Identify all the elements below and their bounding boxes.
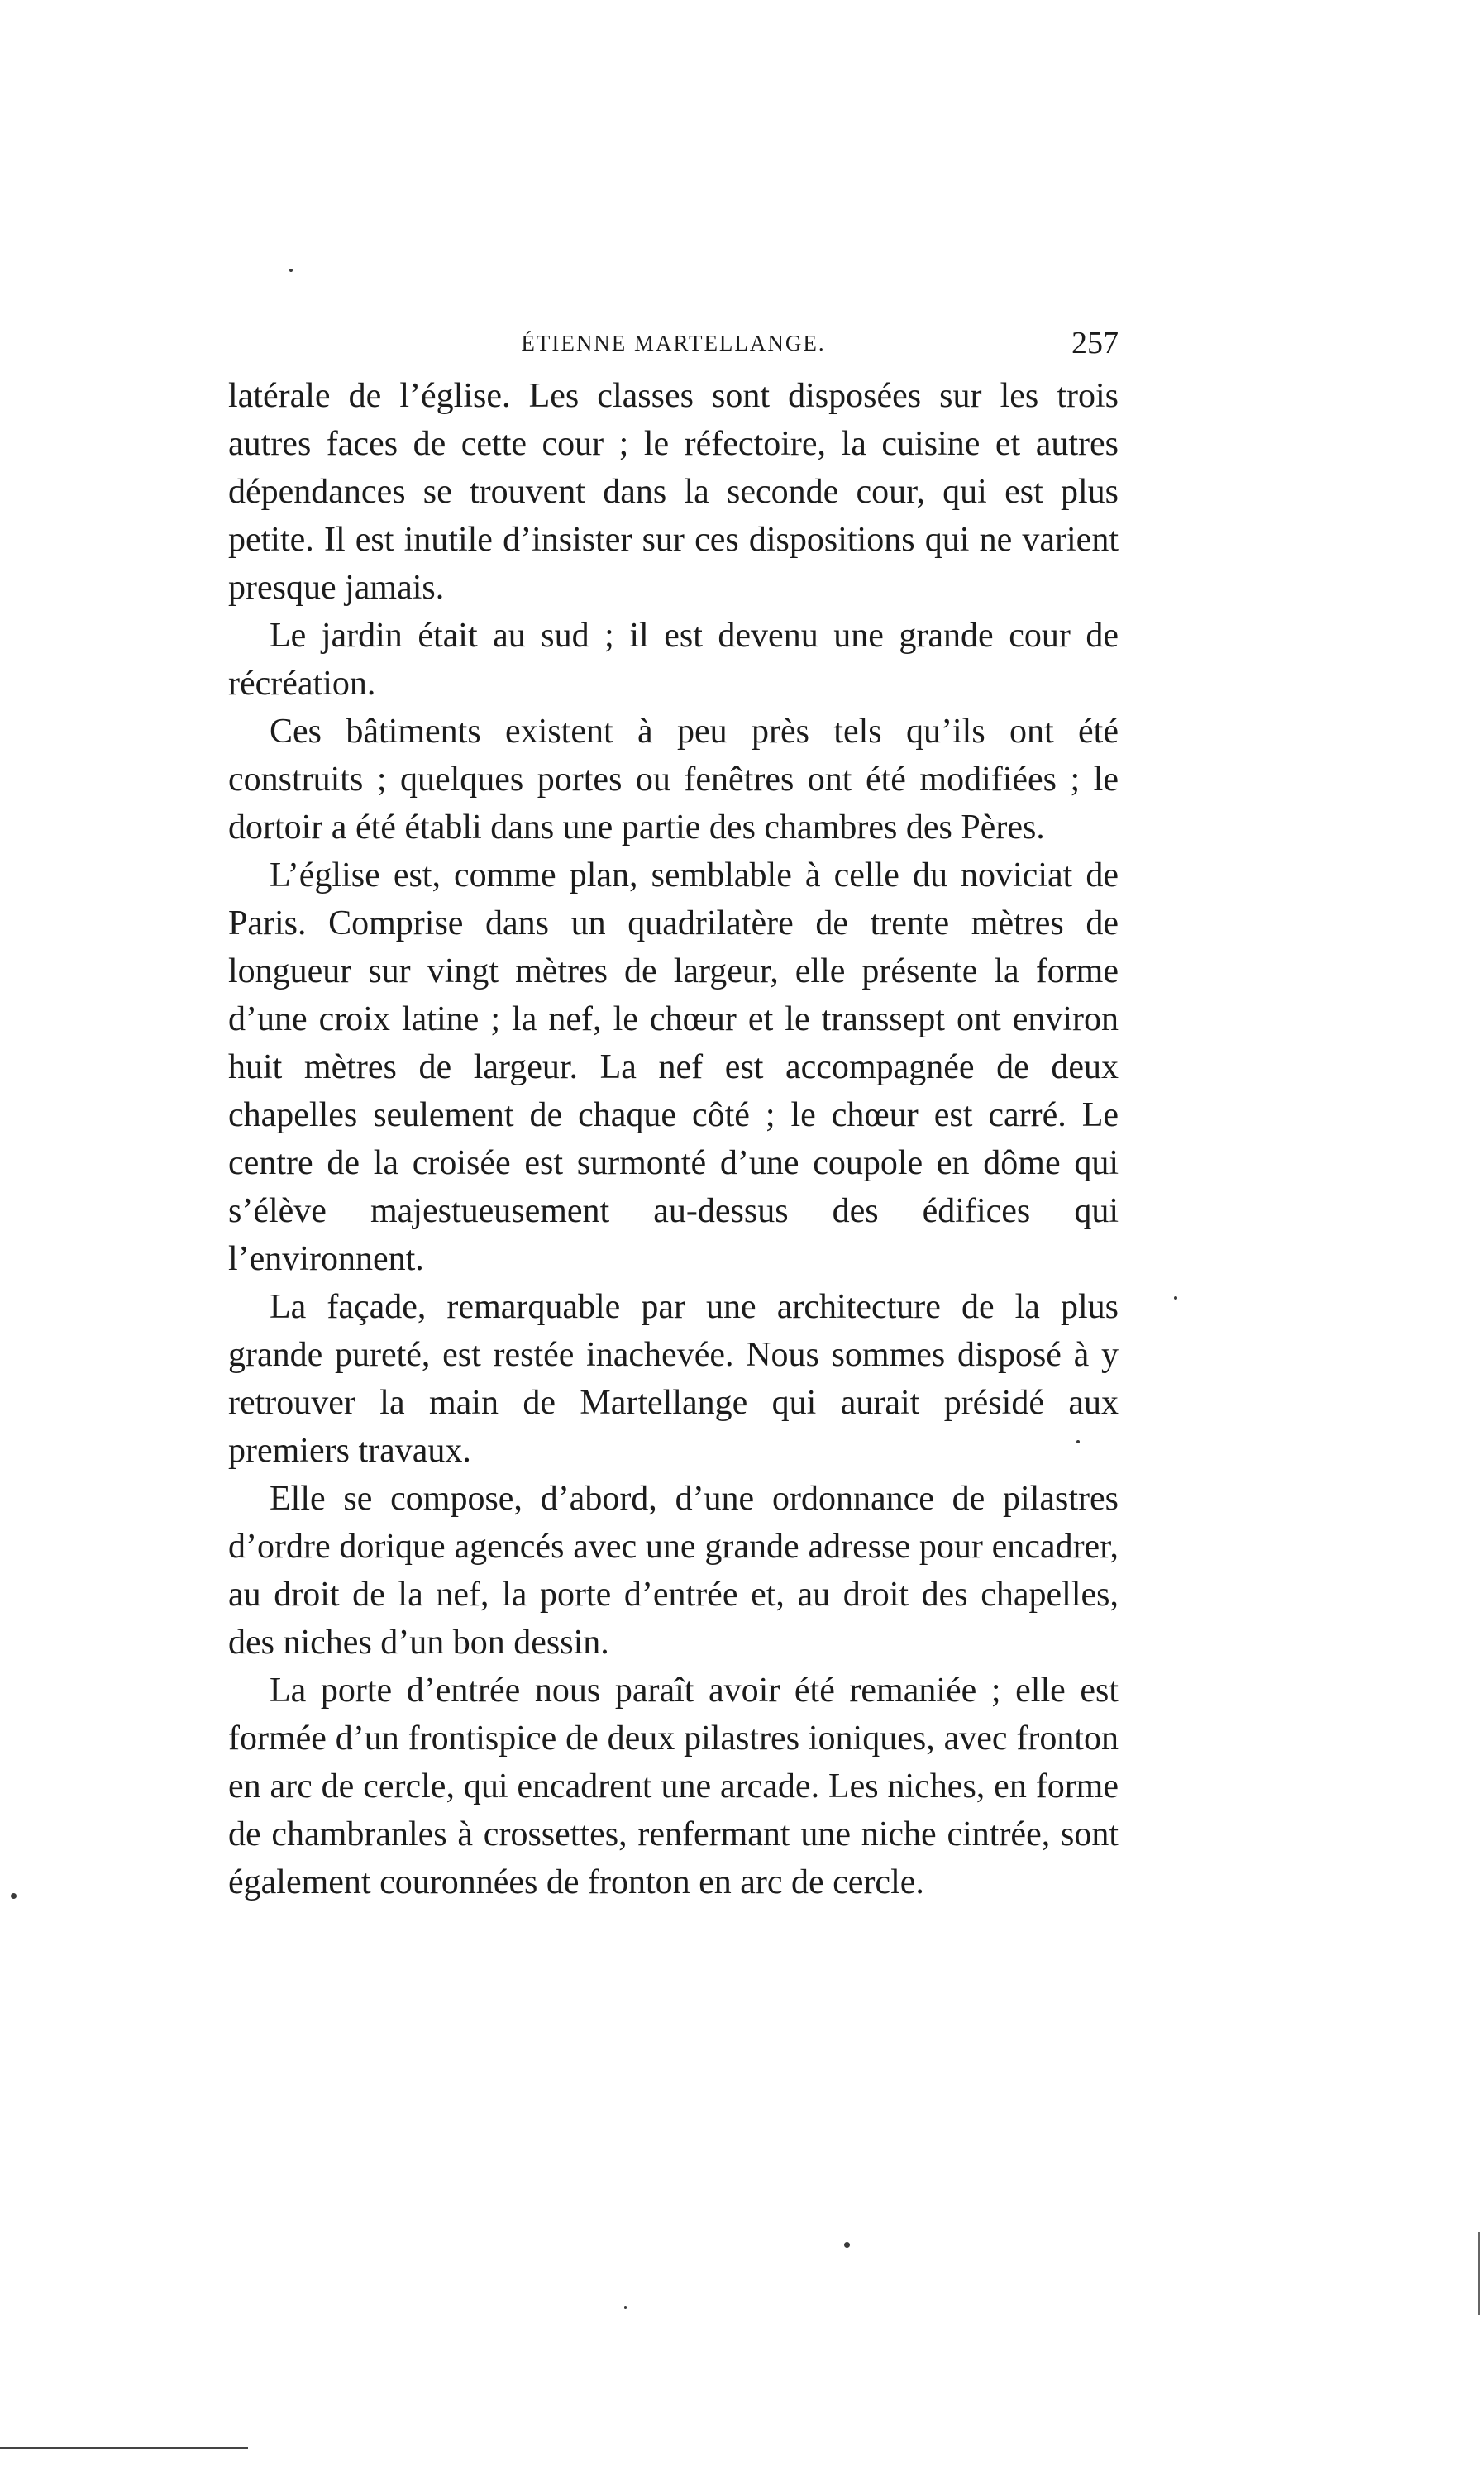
page-number: 257 [1071, 326, 1119, 360]
running-head [228, 322, 1119, 364]
scan-speck [289, 269, 293, 272]
scan-speck [844, 2242, 850, 2248]
scan-speck [1076, 1440, 1080, 1443]
paragraph-buildings: Ces bâtiments existent à peu près tels qu’ils ont été construits ; quelques portes ou fenêtres ont été modifiées ; le dortoir a été établi dans une partie des chambres des Pères. [228, 713, 1119, 847]
scan-edge-line [0, 2447, 248, 2449]
scan-speck [624, 2306, 627, 2309]
scan-speck [1174, 1296, 1177, 1300]
paragraph-entrance-door: La porte d’entrée nous paraît avoir été remaniée ; elle est formée d’un frontispice de deux pilastres ioniques, avec fronton en arc de cercle, qui encadrent une arcade. Les niches, en forme de chambranles à crossettes, renfermant une niche cintrée, sont également couronnées de fronton en arc de cercle. [228, 1672, 1119, 1901]
scan-edge-line [1478, 2232, 1480, 2315]
paragraph-garden: Le jardin était au sud ; il est devenu une grande cour de récréation. [228, 617, 1119, 703]
paragraph-church-plan: L’église est, comme plan, semblable à celle du noviciat de Paris. Comprise dans un quadrilatère de trente mètres de longueur sur vingt mètres de largeur, elle présente la forme d’une croix latine ; la nef, le chœur et le transsept ont environ huit mètres de largeur. La nef est accompagnée de deux chapelles seulement de chaque côté ; le chœur est carré. Le centre de la croisée est surmonté d’une coupole en dôme qui s’élève majestueusement au-dessus des édifices qui l’environnent. [228, 856, 1119, 1278]
scan-speck [11, 1893, 17, 1899]
paragraph-pilasters: Elle se compose, d’abord, d’une ordonnance de pilastres d’ordre dorique agencés avec une grande adresse pour encadrer, au droit de la nef, la porte d’entrée et, au droit des chapelles, des niches d’un bon dessin. [228, 1480, 1119, 1662]
paragraph-continuation: latérale de l’église. Les classes sont disposées sur les trois autres faces de cette cour ; le réfectoire, la cuisine et autres dépendances se trouvent dans la seconde cour, qui est plus petite. Il est inutile d’insister sur ces dispositions qui ne varient presque jamais. [228, 377, 1119, 607]
paragraph-facade: La façade, remarquable par une architecture de la plus grande pureté, est restée inachevée. Nous sommes disposé à y retrouver la main de Martellange qui aurait présidé aux premiers travaux. [228, 1288, 1119, 1470]
running-title: ÉTIENNE MARTELLANGE. [521, 331, 826, 355]
body-text [228, 372, 1119, 1906]
